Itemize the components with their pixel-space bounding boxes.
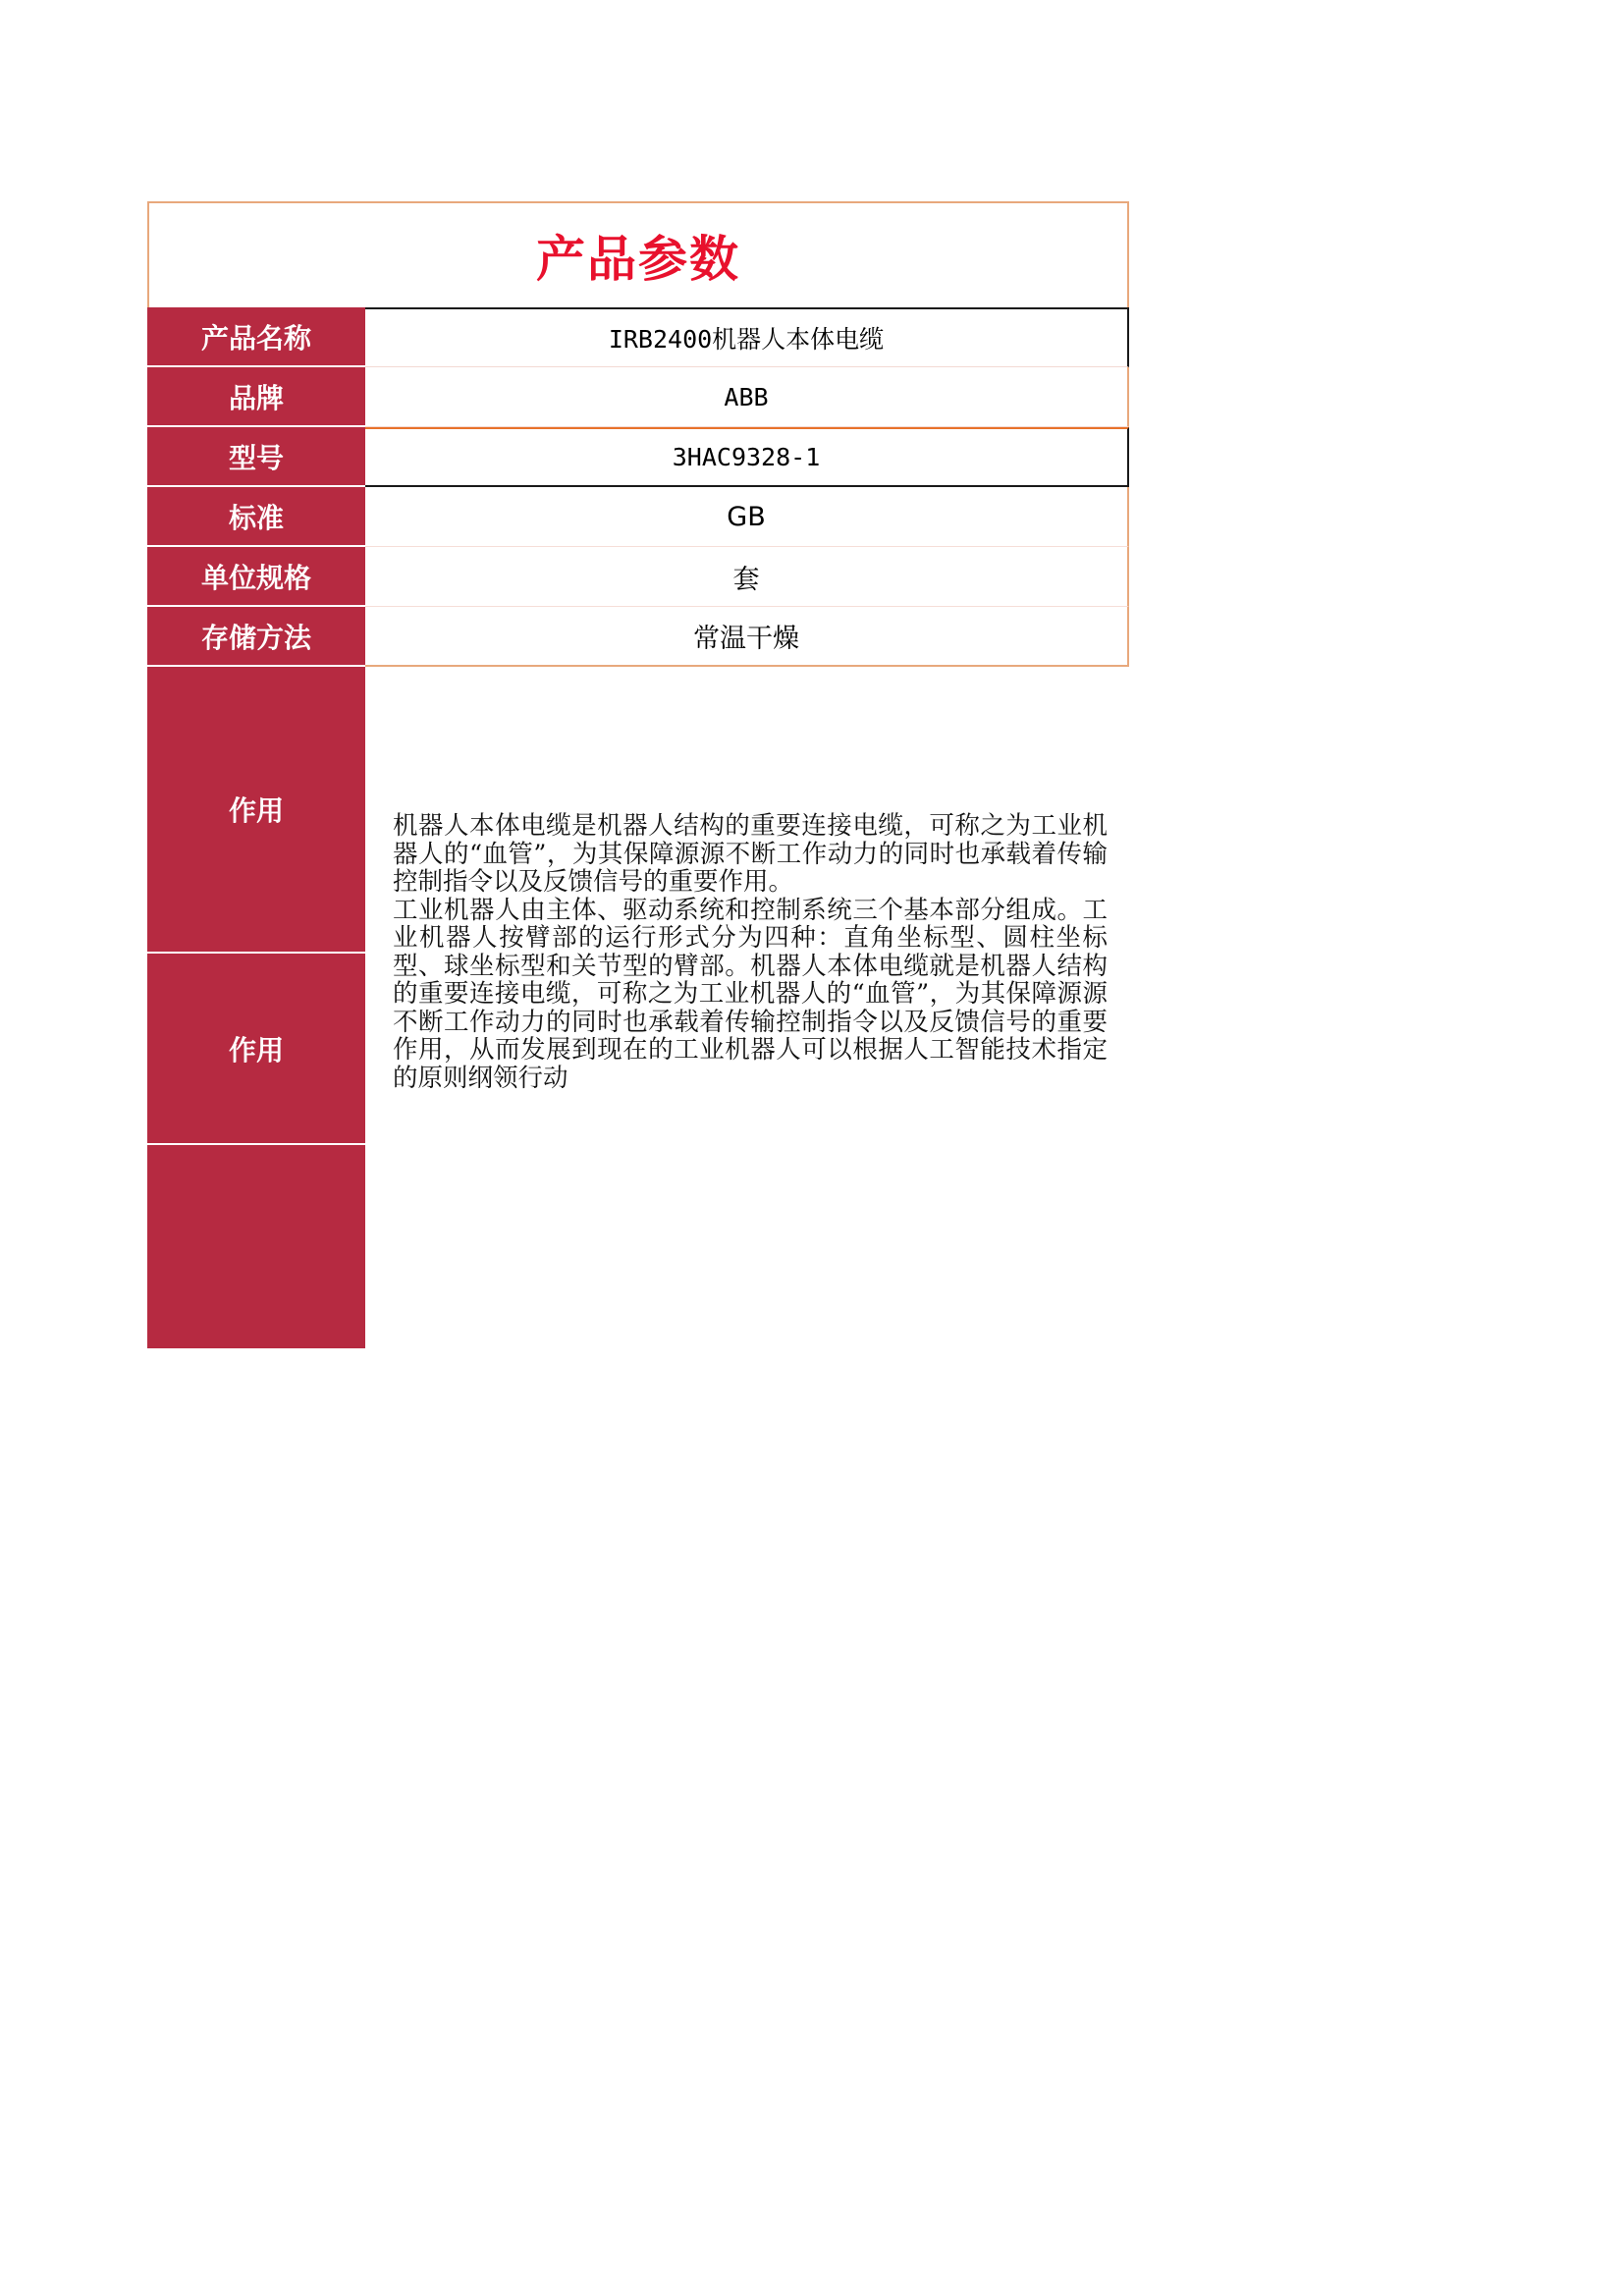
param-label-standard: 标准 bbox=[147, 487, 365, 547]
function-label-3 bbox=[147, 1145, 365, 1350]
param-label-brand: 品牌 bbox=[147, 367, 365, 427]
sheet-title-row bbox=[147, 201, 1129, 307]
table-row bbox=[147, 487, 1129, 547]
param-value-product-name: IRB2400机器人本体电缆 bbox=[365, 307, 1129, 367]
param-label-model: 型号 bbox=[147, 427, 365, 487]
table-row bbox=[147, 427, 1129, 487]
product-parameter-sheet bbox=[147, 201, 1129, 1350]
function-text-column bbox=[365, 667, 1129, 1350]
function-label-2: 作用 bbox=[147, 954, 365, 1145]
param-label-product-name: 产品名称 bbox=[147, 307, 365, 367]
param-value-storage: 常温干燥 bbox=[365, 607, 1129, 667]
param-value-brand: ABB bbox=[365, 367, 1129, 427]
function-paragraph-2: 工业机器人由主体、驱动系统和控制系统三个基本部分组成。工业机器人按臂部的运行形式分为四种：直角坐标型、圆柱坐标型、球坐标型和关节型的臂部。机器人本体电缆就是机器人结构的重要连接电缆，可称之为工业机器人的“血管”，为其保障源源不断工作动力的同时也承载着传输控制指令以及反馈信号的重要作用，从而发展到现在的工业机器人可以根据人工智能技术指定的原则纲领行动 bbox=[393, 895, 1108, 1093]
function-paragraph-1: 机器人本体电缆是机器人结构的重要连接电缆，可称之为工业机器人的“血管”，为其保障源源不断工作动力的同时也承载着传输控制指令以及反馈信号的重要作用。 bbox=[393, 811, 1108, 898]
param-label-storage: 存储方法 bbox=[147, 607, 365, 667]
param-value-unit-spec: 套 bbox=[365, 547, 1129, 607]
param-value-standard: GB bbox=[365, 487, 1129, 547]
table-row bbox=[147, 547, 1129, 607]
table-row bbox=[147, 367, 1129, 427]
table-row bbox=[147, 607, 1129, 667]
param-value-model: 3HAC9328-1 bbox=[365, 427, 1129, 487]
page-title: 产品参数 bbox=[536, 231, 740, 288]
table-row bbox=[147, 307, 1129, 367]
function-label-column bbox=[147, 667, 365, 1350]
function-section bbox=[147, 667, 1129, 1350]
param-label-unit-spec: 单位规格 bbox=[147, 547, 365, 607]
function-label-1: 作用 bbox=[147, 667, 365, 954]
